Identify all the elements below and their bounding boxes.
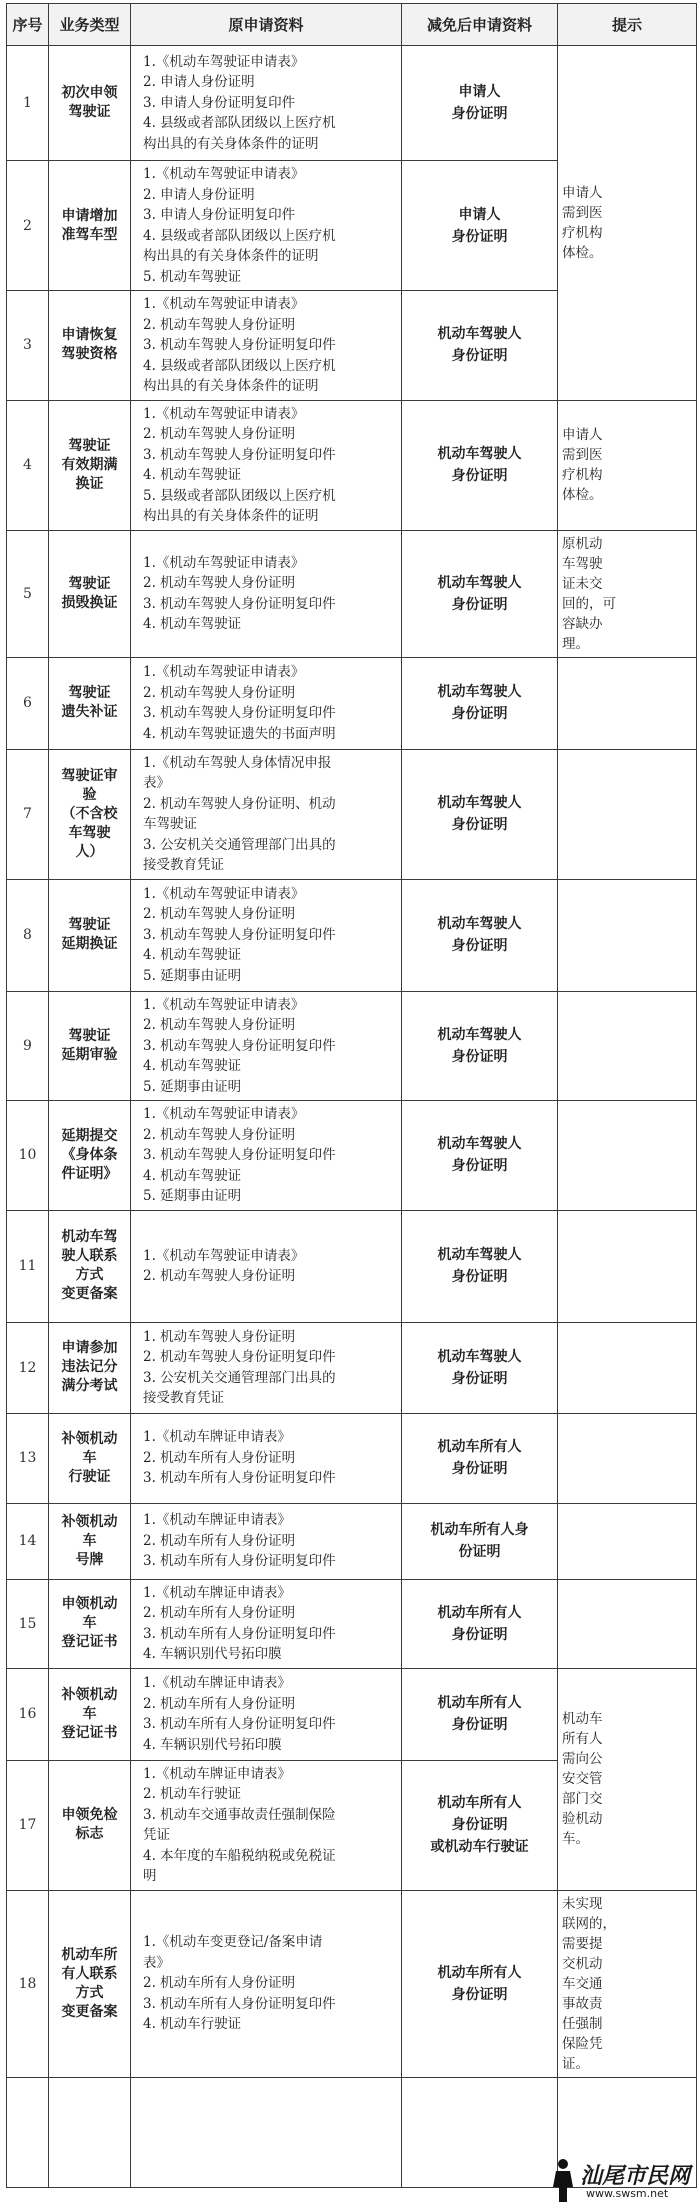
row-seq: 13 — [7, 1413, 49, 1503]
note-text: 申请人 需到医 疗机构 体检。 — [562, 427, 603, 503]
reduced-label: 机动车驾驶人 身份证明 — [437, 1026, 522, 1065]
row-original-materials — [131, 1322, 402, 1413]
reduced-label: 机动车所有人 身份证明 — [437, 1964, 522, 2003]
table-row — [7, 1890, 697, 2077]
row-reduced-materials — [402, 1579, 558, 1668]
reduced-label: 机动车所有人 身份证明 — [437, 1695, 522, 1733]
row-reduced-materials — [402, 749, 558, 879]
materials-list: 1. 机动车驾驶人身份证明 2. 机动车驾驶人身份证明复印件 3. 公安机关交通管理部门出具的 接受教育凭证 — [143, 1328, 336, 1406]
row-note-empty — [558, 1101, 697, 1211]
row-reduced-materials — [402, 46, 558, 161]
note-text: 未实现 联网的， 需要提 交机动 车交通 事故责 任强制 保险凭 证。 — [562, 1895, 616, 2072]
header-note: 提示 — [558, 4, 697, 46]
row-original-materials — [131, 400, 402, 530]
row-seq: 11 — [7, 1210, 49, 1322]
row-reduced-materials — [402, 400, 558, 530]
business-type-label: 申请增加 准驾车型 — [61, 207, 118, 243]
row-note — [558, 46, 697, 401]
reduced-label: 机动车所有人 身份证明 或机动车行驶证 — [430, 1795, 529, 1855]
row-note-empty — [558, 657, 697, 749]
header-reduced-materials: 减免后申请资料 — [402, 4, 558, 46]
business-type-label: 驾驶证 延期换证 — [61, 917, 118, 952]
row-reduced-materials — [402, 1760, 558, 1890]
header-seq: 序号 — [7, 4, 49, 46]
reduced-label: 机动车驾驶人 身份证明 — [437, 574, 522, 613]
row-business-type — [49, 1579, 131, 1668]
note-text: 机动车 所有人 需向公 安交管 部门交 验机动 车。 — [562, 1711, 603, 1847]
business-type-label: 机动车所 有人联系 方式 变更备案 — [61, 1946, 118, 2020]
row-original-materials — [131, 530, 402, 657]
row-original-materials — [131, 1579, 402, 1668]
business-type-label: 延期提交 《身体条 件证明》 — [61, 1127, 118, 1182]
business-type-label: 申领机动 车 登记证书 — [61, 1596, 118, 1650]
business-type-label: 驾驶证审 验 （不含校 车驾驶 人） — [61, 767, 118, 860]
row-note-empty — [558, 1322, 697, 1413]
materials-table-container — [6, 3, 696, 2188]
row-business-type — [49, 1413, 131, 1503]
row-seq: 9 — [7, 991, 49, 1101]
materials-list: 1.《机动车牌证申请表》 2. 机动车所有人身份证明 3. 机动车所有人身份证明复印件 4. 车辆识别代号拓印膜 — [143, 1675, 336, 1753]
reduced-label: 机动车所有人身 份证明 — [430, 1522, 529, 1560]
table-row — [7, 1101, 697, 1211]
watermark-text: 汕尾市民网 — [580, 2163, 691, 2189]
materials-list: 1.《机动车驾驶证申请表》 2. 机动车驾驶人身份证明 3. 机动车驾驶人身份证明复印件 4. 机动车驾驶证 5. 延期事由证明 — [143, 1106, 336, 1204]
business-type-label: 补领机动 车 号牌 — [61, 1513, 118, 1568]
row-business-type — [49, 879, 131, 991]
table-row — [7, 400, 697, 530]
row-reduced-materials — [402, 1210, 558, 1322]
row-original-materials — [131, 749, 402, 879]
row-seq: 12 — [7, 1322, 49, 1413]
row-seq: 17 — [7, 1760, 49, 1890]
row-business-type — [49, 1101, 131, 1211]
table-row — [7, 749, 697, 879]
row-seq: 3 — [7, 291, 49, 401]
materials-list: 1.《机动车驾驶证申请表》 2. 申请人身份证明 3. 申请人身份证明复印件 4. 县级或者部队团级以上医疗机 构出具的有关身体条件的证明 5. 机动车驾驶证 — [143, 166, 336, 285]
row-note-empty — [558, 1579, 697, 1668]
reduced-label: 申请人 身份证明 — [451, 84, 508, 122]
reduced-label: 机动车驾驶人 身份证明 — [437, 1348, 522, 1387]
row-original-materials — [131, 1668, 402, 1760]
row-reduced-materials — [402, 291, 558, 401]
materials-list: 1.《机动车驾驶证申请表》 2. 机动车驾驶人身份证明 3. 机动车驾驶人身份证明复印件 4. 机动车驾驶证 5. 县级或者部队团级以上医疗机 构出具的有关身体条件的证明 — [143, 405, 336, 524]
row-seq: 10 — [7, 1101, 49, 1211]
row-note — [558, 530, 697, 657]
row-seq: 7 — [7, 749, 49, 879]
row-seq: 8 — [7, 879, 49, 991]
row-seq: 4 — [7, 400, 49, 530]
business-type-label: 补领机动 车 行驶证 — [61, 1430, 118, 1485]
materials-list: 1.《机动车驾驶证申请表》 2. 机动车驾驶人身份证明 3. 机动车驾驶人身份证明复印件 4. 机动车驾驶证遗失的书面声明 — [143, 664, 336, 742]
row-business-type — [49, 291, 131, 401]
row-note-empty — [558, 991, 697, 1101]
business-type-label: 申领免检 标志 — [61, 1807, 118, 1842]
business-type-label: 申请参加 违法记分 满分考试 — [61, 1340, 118, 1394]
row-seq: 16 — [7, 1668, 49, 1760]
row-reduced-materials — [402, 2077, 558, 2187]
header-row — [7, 4, 697, 46]
materials-list: 1.《机动车牌证申请表》 2. 机动车所有人身份证明 3. 机动车所有人身份证明复印件 — [143, 1429, 336, 1487]
reduced-label: 机动车驾驶人 身份证明 — [437, 1136, 522, 1175]
table-row — [7, 1322, 697, 1413]
row-original-materials — [131, 1210, 402, 1322]
materials-list: 1.《机动车牌证申请表》 2. 机动车所有人身份证明 3. 机动车所有人身份证明复印件 — [143, 1512, 336, 1570]
row-original-materials — [131, 161, 402, 291]
materials-table — [6, 3, 697, 2188]
reduced-label: 机动车驾驶人 身份证明 — [437, 1247, 522, 1285]
reduced-label: 机动车驾驶人 身份证明 — [437, 684, 522, 722]
table-row — [7, 1503, 697, 1579]
row-reduced-materials — [402, 1101, 558, 1211]
business-type-label: 驾驶证 损毁换证 — [61, 575, 118, 611]
business-type-label: 申请恢复 驾驶资格 — [61, 327, 118, 363]
row-original-materials — [131, 2077, 402, 2187]
row-business-type — [49, 657, 131, 749]
row-reduced-materials — [402, 1413, 558, 1503]
row-reduced-materials — [402, 991, 558, 1101]
note-text: 原机动 车驾驶 证未交 回的，可 容缺办 理。 — [562, 535, 616, 652]
note-text: 申请人 需到医 疗机构 体检。 — [562, 184, 603, 261]
row-note — [558, 400, 697, 530]
row-business-type — [49, 1890, 131, 2077]
reduced-label: 机动车驾驶人 身份证明 — [437, 916, 522, 954]
row-seq: 2 — [7, 161, 49, 291]
business-type-label: 驾驶证 延期审验 — [61, 1027, 118, 1063]
reduced-label: 申请人 身份证明 — [451, 206, 508, 245]
row-reduced-materials — [402, 1322, 558, 1413]
row-note-empty — [558, 1210, 697, 1322]
table-row — [7, 657, 697, 749]
row-note — [558, 1890, 697, 2077]
materials-list: 1.《机动车牌证申请表》 2. 机动车行驶证 3. 机动车交通事故责任强制保险 凭证 4. 本年度的车船税纳税或免税证 明 — [143, 1765, 336, 1884]
materials-list: 1.《机动车变更登记/备案申请 表》 2. 机动车所有人身份证明 3. 机动车所有人身份证明复印件 4. 机动车行驶证 — [143, 1934, 336, 2033]
row-business-type — [49, 46, 131, 161]
row-reduced-materials — [402, 1890, 558, 2077]
row-reduced-materials — [402, 1668, 558, 1760]
row-business-type — [49, 400, 131, 530]
table-row — [7, 879, 697, 991]
row-original-materials — [131, 1760, 402, 1890]
row-note-empty — [558, 879, 697, 991]
row-note-empty — [558, 749, 697, 879]
row-reduced-materials — [402, 1503, 558, 1579]
row-business-type — [49, 161, 131, 291]
row-reduced-materials — [402, 161, 558, 291]
row-note-empty — [558, 1503, 697, 1579]
materials-list: 1.《机动车驾驶证申请表》 2. 机动车驾驶人身份证明 3. 机动车驾驶人身份证明复印件 4. 机动车驾驶证 5. 延期事由证明 — [143, 996, 336, 1095]
row-note — [558, 1668, 697, 1890]
row-original-materials — [131, 991, 402, 1101]
materials-list: 1.《机动车驾驶证申请表》 2. 机动车驾驶人身份证明 3. 机动车驾驶人身份证明复印件 4. 机动车驾驶证 5. 延期事由证明 — [143, 885, 336, 984]
row-business-type — [49, 1760, 131, 1890]
materials-list: 1.《机动车驾驶证申请表》 2. 机动车驾驶人身份证明 3. 机动车驾驶人身份证明复印件 4. 机动车驾驶证 — [143, 554, 336, 632]
row-original-materials — [131, 291, 402, 401]
business-type-label: 机动车驾 驶人联系 方式 变更备案 — [61, 1229, 118, 1302]
business-type-label: 补领机动 车 登记证书 — [61, 1686, 118, 1741]
reduced-label: 机动车驾驶人 身份证明 — [437, 795, 522, 833]
table-row — [7, 1579, 697, 1668]
row-note-empty — [558, 1413, 697, 1503]
row-business-type — [49, 1503, 131, 1579]
business-type-label: 驾驶证 有效期满 换证 — [61, 437, 118, 492]
watermark-url: www.swsm.net — [586, 2187, 669, 2200]
table-row — [7, 1210, 697, 1322]
business-type-label: 初次申领 驾驶证 — [61, 85, 118, 120]
row-original-materials — [131, 46, 402, 161]
row-business-type — [49, 991, 131, 1101]
row-seq — [7, 2077, 49, 2187]
materials-list: 1.《机动车驾驶证申请表》 2. 机动车驾驶人身份证明 3. 机动车驾驶人身份证明复印件 4. 县级或者部队团级以上医疗机 构出具的有关身体条件的证明 — [143, 296, 336, 394]
row-business-type — [49, 530, 131, 657]
table-row — [7, 530, 697, 657]
materials-list: 1.《机动车驾驶人身体情况申报 表》 2. 机动车驾驶人身份证明、机动 车驾驶证 3. 公安机关交通管理部门出具的 接受教育凭证 — [143, 754, 336, 873]
row-reduced-materials — [402, 530, 558, 657]
table-row — [7, 1668, 697, 1760]
row-business-type — [49, 1668, 131, 1760]
row-reduced-materials — [402, 879, 558, 991]
row-seq: 1 — [7, 46, 49, 161]
table-row — [7, 1413, 697, 1503]
row-business-type — [49, 2077, 131, 2187]
row-seq: 5 — [7, 530, 49, 657]
row-business-type — [49, 1210, 131, 1322]
materials-list: 1.《机动车牌证申请表》 2. 机动车所有人身份证明 3. 机动车所有人身份证明复印件 4. 车辆识别代号拓印膜 — [143, 1584, 336, 1662]
reduced-label: 机动车驾驶人 身份证明 — [437, 446, 522, 484]
row-original-materials — [131, 657, 402, 749]
row-original-materials — [131, 879, 402, 991]
header-original-materials: 原申请资料 — [131, 4, 402, 46]
materials-list: 1.《机动车驾驶证申请表》 2. 申请人身份证明 3. 申请人身份证明复印件 4. 县级或者部队团级以上医疗机 构出具的有关身体条件的证明 — [143, 53, 336, 152]
reduced-label: 机动车所有人 身份证明 — [437, 1439, 522, 1477]
materials-list: 1.《机动车驾驶证申请表》 2. 机动车驾驶人身份证明 — [143, 1247, 305, 1284]
reduced-label: 机动车驾驶人 身份证明 — [437, 326, 522, 365]
row-business-type — [49, 1322, 131, 1413]
row-original-materials — [131, 1413, 402, 1503]
row-seq: 6 — [7, 657, 49, 749]
reduced-label: 机动车所有人 身份证明 — [437, 1604, 522, 1643]
header-business-type: 业务类型 — [49, 4, 131, 46]
row-seq: 15 — [7, 1579, 49, 1668]
row-seq: 18 — [7, 1890, 49, 2077]
row-business-type — [49, 749, 131, 879]
site-watermark — [540, 2157, 690, 2203]
figure-icon — [546, 2157, 580, 2207]
row-seq: 14 — [7, 1503, 49, 1579]
row-original-materials — [131, 1890, 402, 2077]
row-original-materials — [131, 1503, 402, 1579]
row-original-materials — [131, 1101, 402, 1211]
business-type-label: 驾驶证 遗失补证 — [61, 685, 118, 720]
table-row — [7, 991, 697, 1101]
table-row — [7, 46, 697, 161]
row-reduced-materials — [402, 657, 558, 749]
